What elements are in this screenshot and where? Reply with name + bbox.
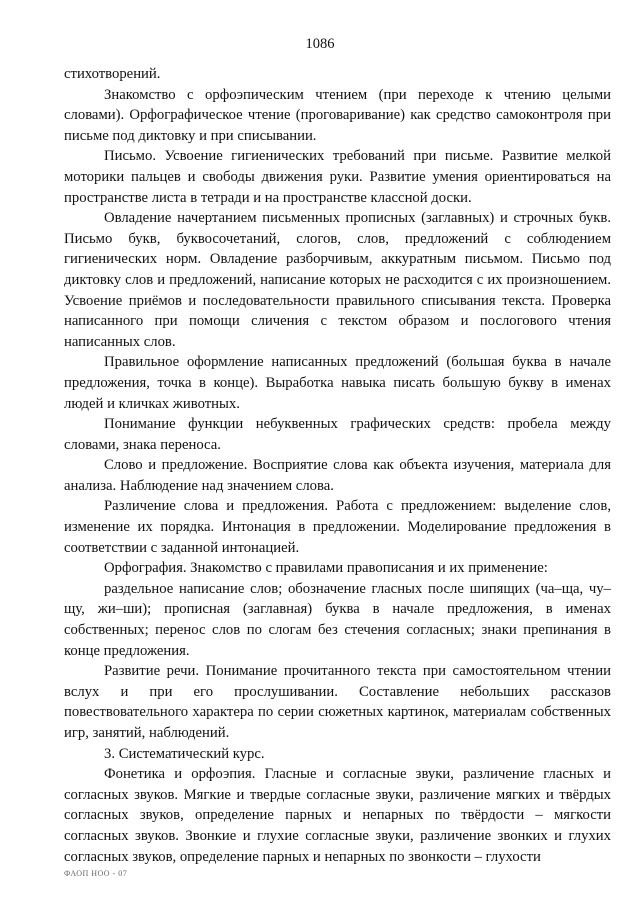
paragraph: Понимание функции небуквенных графических средств: пробела между словами, знака переноса. [64, 416, 611, 453]
body-text [64, 64, 611, 867]
paragraph: Правильное оформление написанных предложений (большая буква в начале предложения, точка в конце). Выработка навыка писать большую букву в именах людей и кличках животных. [64, 354, 611, 412]
paragraph: Развитие речи. Понимание прочитанного текста при самостоятельном чтении вслух и при его прослушивании. Составление небольших рассказов повествовательного характера по серии сюжетных картинок, материалам собственных игр, занятий, наблюдений. [64, 663, 611, 741]
paragraph: Письмо. Усвоение гигиенических требований при письме. Развитие мелкой моторики пальцев и свободы движения руки. Развитие умения ориентироваться на пространстве листа в тетради и на пространстве классной доски. [64, 148, 611, 206]
paragraph: Овладение начертанием письменных прописных (заглавных) и строчных букв. Письмо букв, буквосочетаний, слогов, слов, предложений с соблюдением гигиенических норм. Овладение разборчивым, аккуратным письмом. Письмо под диктовку слов и предложений, написание которых не расходится с их произношением. Усвоение приёмов и последовательности правильного списывания текста. Проверка написанного при помощи сличения с текстом образом и послогового чтения написанных слов. [64, 210, 611, 350]
page-number: 1086 [305, 36, 335, 52]
footer-document-code: ФАОП НОО - 07 [64, 869, 128, 878]
paragraph: Орфография. Знакомство с правилами правописания и их применение: [104, 560, 548, 577]
paragraph: Слово и предложение. Восприятие слова как объекта изучения, материала для анализа. Наблюдение над значением слова. [64, 457, 611, 494]
paragraph: Фонетика и орфоэпия. Гласные и согласные звуки, различение гласных и согласных звуков. Мягкие и твердые согласные звуки, различение мягких и твёрдых согласных звуков, определение парных и непарных по твёрдости – мягкости согласных звуков. Звонкие и глухие согласные звуки, различение звонких и глухих согласных звуков, определение парных и непарных по звонкости – глухости [64, 766, 611, 865]
paragraph: стихотворений. [64, 66, 161, 82]
paragraph: раздельное написание слов; обозначение гласных после шипящих (ча–ща, чу–щу, жи–ши); прописная (заглавная) буква в начале предложения, в именах собственных; перенос слов по слогам без стечения согласных; знаки препинания в конце предложения. [64, 580, 611, 659]
paragraph: 3. Систематический курс. [104, 745, 265, 762]
paragraph: Различение слова и предложения. Работа с предложением: выделение слов, изменение их порядка. Интонация в предложении. Моделирование предложения в соответствии с заданной интонацией. [64, 498, 611, 556]
paragraph: Знакомство с орфоэпическим чтением (при переходе к чтению целыми словами). Орфографическое чтение (проговаривание) как средство самоконтроля при письме под диктовку и при списывании. [64, 86, 611, 144]
